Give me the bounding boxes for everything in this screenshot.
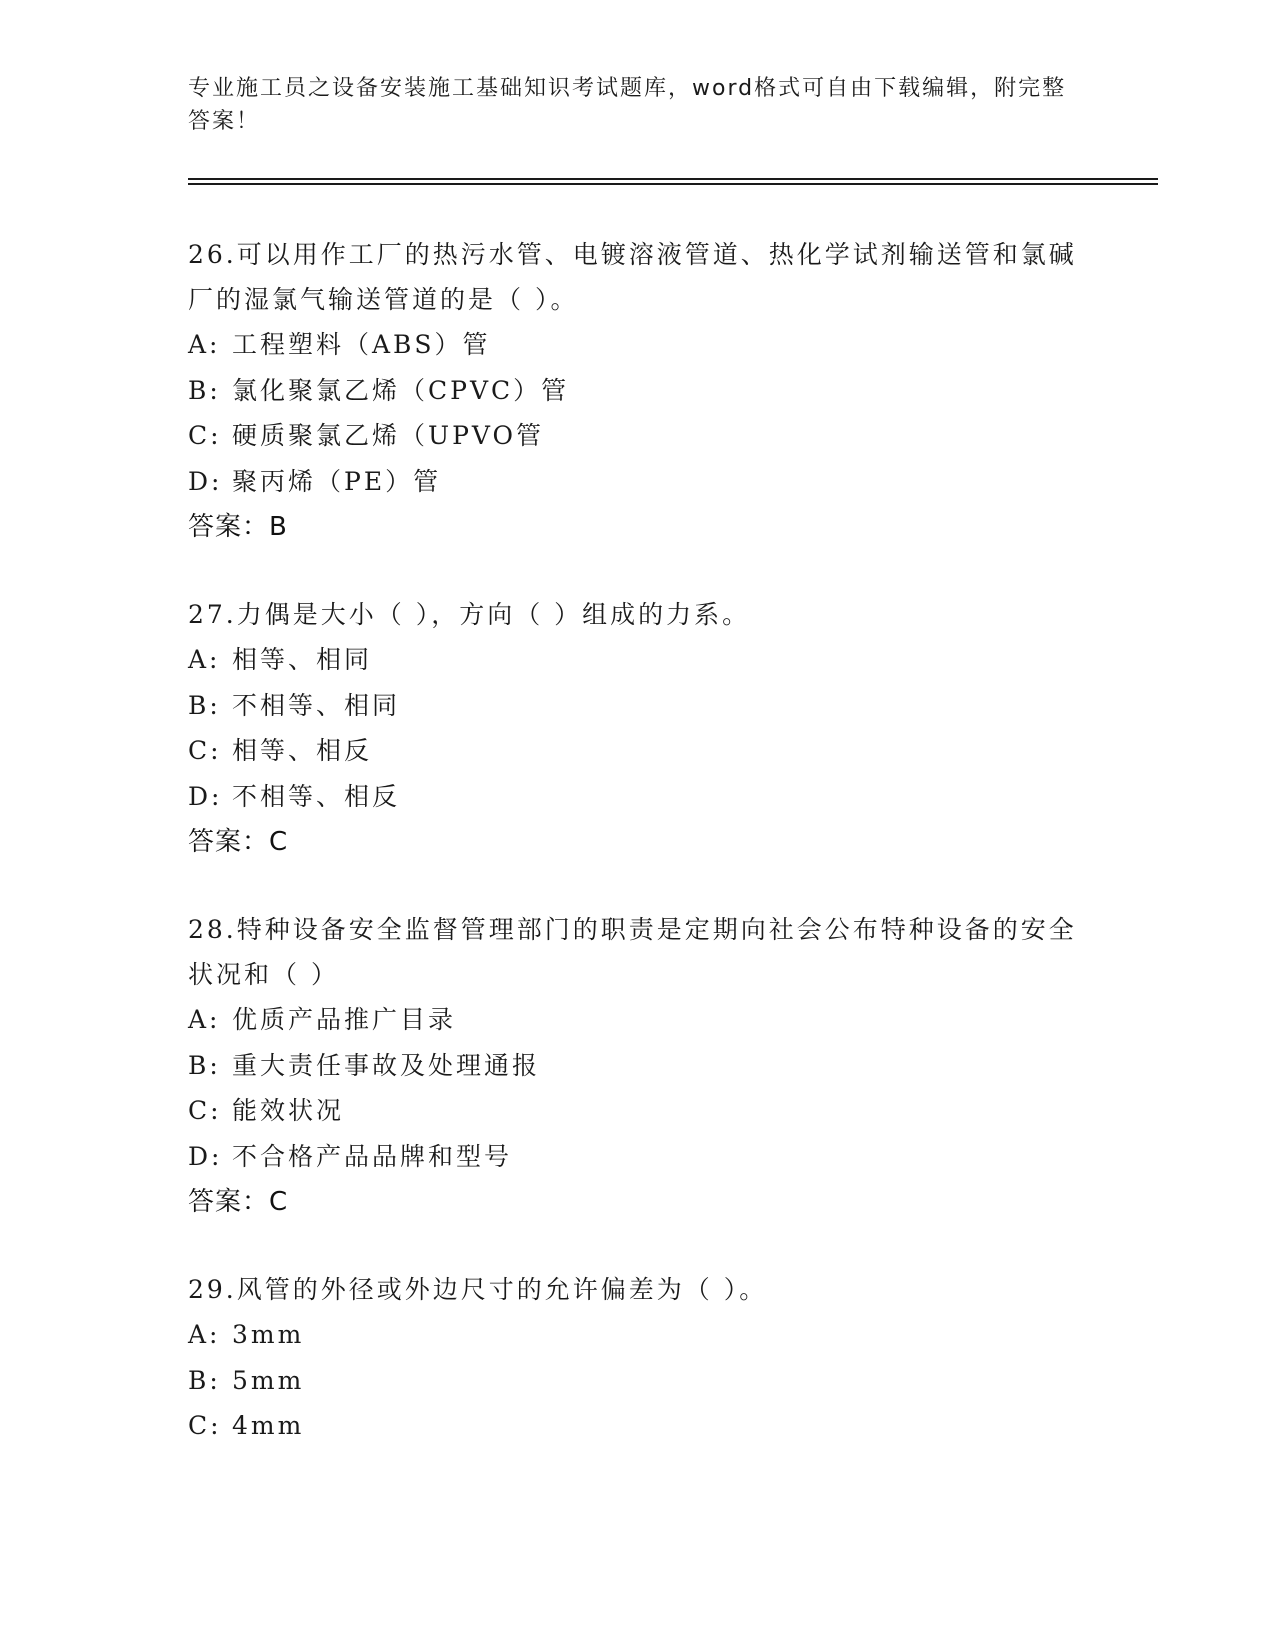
option-b (188, 1043, 1088, 1089)
option-text: 聚丙烯（PE）管 (232, 466, 442, 496)
option-key: A: (188, 1320, 221, 1349)
option-key: D: (188, 781, 223, 811)
option-text: 能效状况 (232, 1096, 345, 1125)
option-text: 4mm (232, 1411, 305, 1440)
option-key: A: (188, 330, 221, 359)
question-list (188, 232, 1088, 1491)
option-text: 不合格产品品牌和型号 (232, 1141, 513, 1171)
option-d (188, 1134, 1088, 1180)
option-key: D: (188, 1141, 223, 1171)
header-rule-bottom (188, 183, 1158, 185)
option-text: 硬质聚氯乙烯（UPVO管 (232, 421, 545, 450)
option-b (188, 1358, 1088, 1404)
option-c (188, 413, 1088, 459)
option-text: 相等、相反 (232, 736, 373, 765)
question-stem: 26.可以用作工厂的热污水管、电镀溶液管道、热化学试剂输送管和氯碱厂的湿氯气输送管道的是（ ）。 (188, 240, 1077, 314)
option-a (188, 322, 1088, 368)
option-c (188, 1088, 1088, 1134)
option-key: B: (188, 690, 221, 720)
option-text: 优质产品推广目录 (232, 1005, 457, 1034)
option-key: B: (188, 1050, 221, 1080)
option-text: 工程塑料（ABS）管 (232, 330, 491, 359)
question-29 (188, 1267, 1088, 1449)
option-key: C: (188, 1411, 222, 1440)
question-stem: 28.特种设备安全监督管理部门的职责是定期向社会公布特种设备的安全状况和（ ） (188, 915, 1077, 989)
question-28 (188, 907, 1088, 1225)
answer-line: 答案：B (188, 512, 288, 542)
question-stem: 29.风管的外径或外边尺寸的允许偏差为（ ）。 (188, 1275, 768, 1304)
question-27 (188, 592, 1088, 865)
option-text: 不相等、相反 (232, 781, 401, 811)
option-a (188, 997, 1088, 1043)
option-text: 相等、相同 (232, 645, 373, 674)
option-a (188, 637, 1088, 683)
option-key: C: (188, 421, 222, 450)
answer-line: 答案：C (188, 827, 289, 857)
question-26 (188, 232, 1088, 550)
option-key: D: (188, 466, 223, 496)
option-d (188, 459, 1088, 505)
option-c (188, 1403, 1088, 1449)
document-header: 专业施工员之设备安装施工基础知识考试题库，word格式可自由下载编辑，附完整答案！ (188, 76, 1067, 134)
option-text: 重大责任事故及处理通报 (232, 1050, 541, 1080)
question-stem: 27.力偶是大小（ ），方向（ ）组成的力系。 (188, 600, 751, 629)
option-text: 3mm (232, 1320, 305, 1349)
option-b (188, 368, 1088, 414)
header-rule-top (188, 178, 1158, 180)
option-key: A: (188, 645, 221, 674)
option-d (188, 774, 1088, 820)
option-key: B: (188, 1365, 221, 1395)
option-text: 5mm (232, 1365, 305, 1395)
option-key: C: (188, 1096, 222, 1125)
option-key: B: (188, 375, 221, 405)
option-a (188, 1312, 1088, 1358)
option-key: C: (188, 736, 222, 765)
option-text: 不相等、相同 (232, 690, 401, 720)
option-text: 氯化聚氯乙烯（CPVC）管 (232, 375, 570, 405)
option-c (188, 728, 1088, 774)
answer-line: 答案：C (188, 1187, 289, 1217)
option-key: A: (188, 1005, 221, 1034)
option-b (188, 683, 1088, 729)
